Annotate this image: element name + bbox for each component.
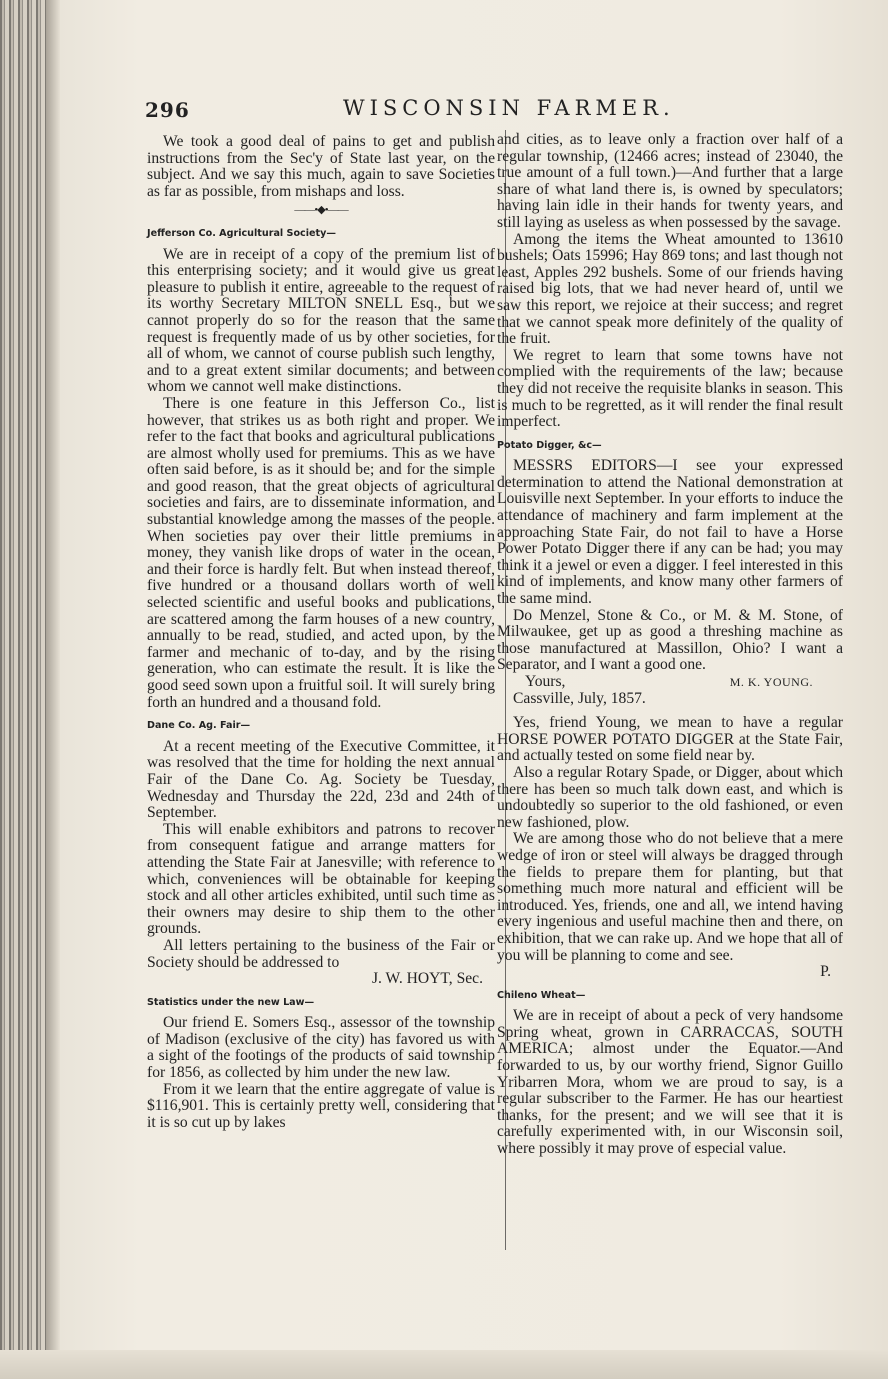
statistics-continued: and cities, as to leave only a fraction over half of a regular township, (12466 acres; instead of 23040, the true amount of a full town.)—And further that a large share of what land there is, is owned by speculators; having lain idle in their hands for twenty years, and still laying as useless as when possessed by the savage. (497, 131, 843, 231)
section-heading-statistics: Statistics under the new Law— (147, 996, 315, 1008)
dane-signature: J. W. HOYT, Sec. (371, 970, 483, 988)
reply-paragraph-2: Also a regular Rotary Spade, or Digger, about which there has been so much talk down east, and which is undoubtedly so superior to the old fashioned, or even new fashioned, plow. (497, 763, 843, 831)
section-heading-dane: Dane Co. Ag. Fair— (147, 720, 251, 732)
potato-letter-1: MESSRS EDITORS—I see your expressed determination to attend the National demonstration at Louisville next September. In your efforts to induce the attendance of machinery and farm implement at the approaching State Fair, do not fail to have a Horse Power Potato Digger there if any can be had; you may think it a jewel or even a digger. I feel interested in this kind of implements, and know many other farmers of the same mind. (497, 457, 843, 608)
binding-shadow (46, 0, 60, 1379)
section-heading-chileno: Chileno Wheat— (497, 989, 586, 1001)
right-column (497, 132, 843, 1158)
dane-paragraph-3: All letters pertaining to the business of the Fair or Society should be addressed to (147, 936, 495, 971)
section-heading-jefferson: Jefferson Co. Agricultural Society— (147, 227, 336, 239)
running-title: WISCONSIN FARMER. (343, 96, 675, 120)
intro-paragraph: We took a good deal of pains to get and publish instructions from the Sec'y of State last year, on the subject. And we say this much, again to save Societies as far as possible, from mishaps and loss. (147, 133, 495, 200)
jefferson-paragraph-1: We are in receipt of a copy of the premium list of this enterprising society; and it would give us great pleasure to publish it entire, agreeable to the request of its worthy Secretary MILTON SNELL Esq., but we cannot properly do so for the reason that the same request is frequently made of us by other societies, for all of whom, we cannot of course publish such lengthy, and to a great extent similar documents; and between whom we cannot well make distinctions. (147, 245, 495, 396)
potato-yours: Yours, (525, 673, 566, 690)
dane-paragraph-2: This will enable exhibitors and patrons to recover from consequent fatigue and arrange matters for attending the State Fair at Janesville; with reference to which, conveniences will be obtainable for keeping stock and all other articles exhibited, until such time as their owners may desire to ship them to the other grounds. (147, 820, 495, 938)
statistics-paragraph-4: We regret to learn that some towns have not complied with the requirements of the law; because they did not receive the requisite blanks in season. This is much to be regretted, as it will render the final result imperfect. (497, 346, 843, 431)
chileno-paragraph: We are in receipt of about a peck of very handsome Spring wheat, grown in CARRACCAS, SOUTH AMERICA; almost under the Equator.—And forwarded to us, by our worthy friend, Signor Guillo Yribarren Mora, whom we are proud to say, is a regular subscriber to the Farmer. He has our heartiest thanks, for the present; and we will see that it is carefully experimented with, in our Wisconsin soil, where possibly it may prove of especial value. (497, 1007, 843, 1158)
potato-place-date: Cassville, July, 1857. (513, 689, 646, 707)
statistics-paragraph-3: Among the items the Wheat amounted to 13610 bushels; Oats 15996; Hay 869 tons; and last though not least, Apples 292 bushels. Some of our friends having raised big lots, that we had never heard of, until we saw this report, we rejoice at their success; and regret that we cannot speak more definitely of the quality of the fruit. (497, 230, 843, 348)
statistics-paragraph-1: Our friend E. Somers Esq., assessor of the township of Madison (exclusive of the city) has favored us with a sight of the footings of the products of said township for 1856, as collected by him under the new law. (147, 1014, 495, 1082)
book-binding-edge (0, 0, 46, 1379)
page-header (145, 88, 845, 128)
left-column (147, 134, 495, 1131)
potato-letter-2: Do Menzel, Stone & Co., or M. & M. Stone, of Milwaukee, get up as good a threshing machine as those manufactured at Massillon, Ohio? I want a Separator, and I want a good one. (497, 606, 843, 674)
reply-signature: P. (820, 963, 831, 981)
section-heading-potato: Potato Digger, &c— (497, 439, 602, 451)
reply-paragraph-3: We are among those who do not believe that a mere wedge of iron or steel will always be dragged through the fields to prepare them for planting, but that something much more natural and efficient will be introduced. Yes, friends, one and all, we intend having every ingenious and useful machine then and there, on exhibition, that we can rake up. And we hope that all of you will be planning to come and see. (497, 830, 843, 964)
dane-paragraph-1: At a recent meeting of the Executive Committee, it was resolved that the time for holding the next annual Fair of the Dane Co. Ag. Society be Tuesday, Wednesday and Thursday the 22d, 23d and 24th of September. (147, 737, 495, 822)
potato-signature: M. K. YOUNG. (729, 675, 813, 689)
jefferson-paragraph-2: There is one feature in this Jefferson Co., list however, that strikes us as both right and proper. We refer to the fact that books and agricultural publications are almost wholly used for premiums. This as we have often said before, is as it should be; and for the simple and good reason, that the great objects of agricultural societies and fairs, are to disseminate information, and substantial knowledge among the masses of the people. When societies pay over their little premiums in money, they vanish like drops of water in the ocean, and their force is hardly felt. But when instead thereof, five hundred or a thousand dollars worth of well selected scientific and useful books and publications, are scattered among the farm houses of a new country, annually to be read, studied, and acted upon, by the farmer and mechanic of to-day, and by the rising generation, who can estimate the result. It is like the good seed sown upon a fruitful soil. It will surely bring forth an hundred and a thousand fold. (147, 394, 495, 711)
section-ornament: ——•◆•—— (294, 204, 348, 217)
page-bottom-edge (0, 1350, 888, 1379)
page-number: 296 (145, 98, 190, 122)
statistics-paragraph-2: From it we learn that the entire aggregate of value is $116,901. This is certainly pretty well, considering that it is so cut up by lakes (147, 1080, 495, 1131)
potato-closing (497, 674, 843, 691)
reply-paragraph-1: Yes, friend Young, we mean to have a regular HORSE POWER POTATO DIGGER at the State Fair, and actually tested on some field near by. (497, 714, 843, 765)
